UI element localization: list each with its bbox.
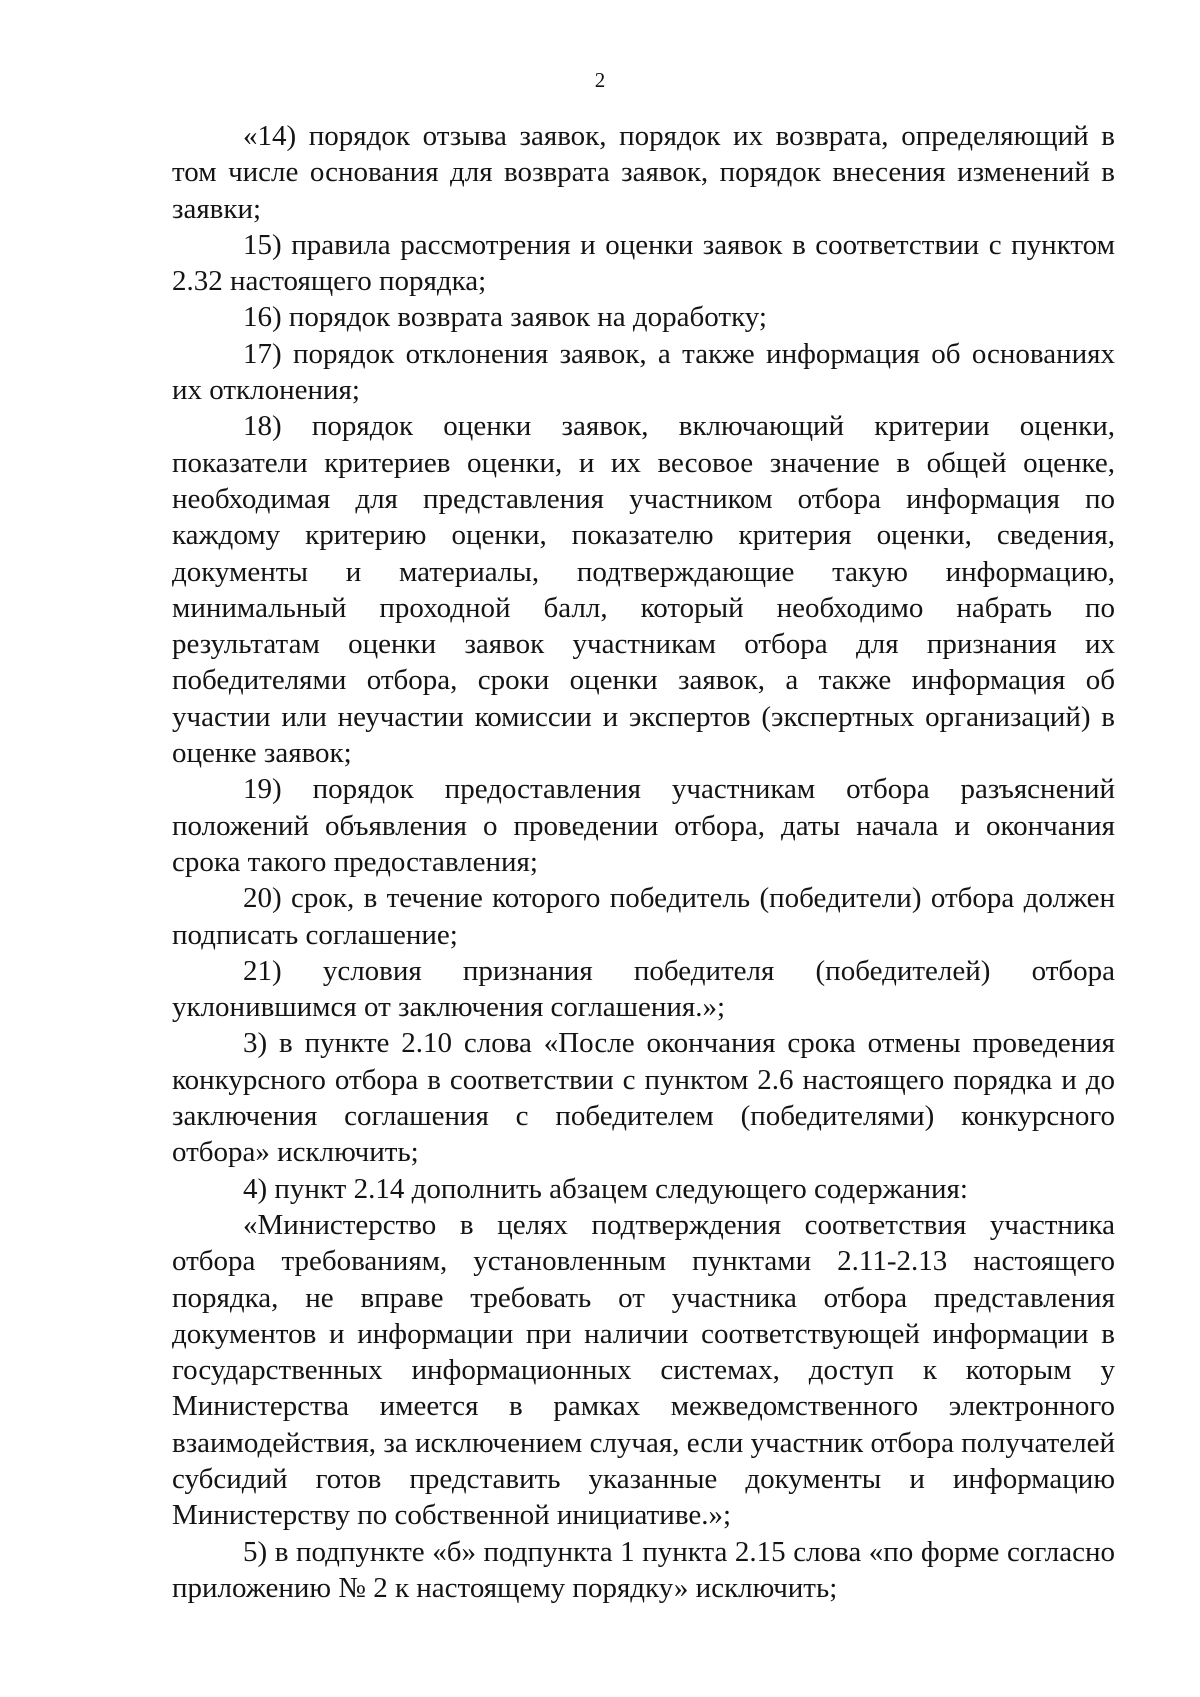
paragraph-item-20: 20) срок, в течение которого победитель (победители) отбора должен подписать соглашение; (172, 882, 1115, 951)
paragraph-item-18: 18) порядок оценки заявок, включающий критерии оценки, показатели критериев оценки, и их весовое значение в общей оценке, необходимая для представления участником отбора информация по каждому критерию оценки, показателю критерия оценки, сведения, документы и материалы, подтверждающие такую информацию, минимальный проходной балл, который необходимо набрать по результатам оценки заявок участникам отбора для признания их победителями отбора, сроки оценки заявок, а также информация об участии или неучастии комиссии и экспертов (экспертных организаций) в оценке заявок; (172, 410, 1115, 770)
paragraph-item-15: 15) правила рассмотрения и оценки заявок в соответствии с пунктом 2.32 настоящего порядка; (172, 228, 1115, 298)
paragraph-amendment-3: 3) в пункте 2.10 слова «После окончания срока отмены проведения конкурсного отбора в соответствии с пунктом 2.6 настоящего порядка и до заключения соглашения с победителем (победителями) конкурсного отбора» исключить; (172, 1027, 1115, 1169)
document-body (172, 118, 1115, 1606)
paragraph-item-17: 17) порядок отклонения заявок, а также информация об основаниях их отклонения; (172, 337, 1115, 407)
paragraph-item-16: 16) порядок возврата заявок на доработку; (243, 301, 767, 334)
paragraph-item-21: 21) условия признания победителя (победителей) отбора уклонившимся от заключения соглашения.»; (172, 954, 1115, 1024)
paragraph-item-19: 19) порядок предоставления участникам отбора разъяснений положений объявления о проведении отбора, даты начала и окончания срока такого предоставления; (172, 773, 1115, 878)
paragraph-item-14: «14) порядок отзыва заявок, порядок их возврата, определяющий в том числе основания для возврата заявок, порядок внесения изменений в заявки; (172, 120, 1115, 225)
paragraph-amendment-4: 4) пункт 2.14 дополнить абзацем следующего содержания: (243, 1172, 968, 1205)
paragraph-amendment-5: 5) в подпункте «б» подпункта 1 пункта 2.15 слова «по форме согласно приложению № 2 к настоящему порядку» исключить; (172, 1535, 1115, 1604)
paragraph-amendment-4-text: «Министерство в целях подтверждения соответствия участника отбора требованиям, установленным пунктами 2.11-2.13 настоящего порядка, не вправе требовать от участника отбора представления документов и информации при наличии соответствующей информации в государственных информационных системах, доступ к которым у Министерства имеется в рамках межведомственного электронного взаимодействия, за исключением случая, если участник отбора получателей субсидий готов представить указанные документы и информацию Министерству по собственной инициативе.»; (172, 1208, 1115, 1532)
page-number: 2 (594, 68, 606, 92)
